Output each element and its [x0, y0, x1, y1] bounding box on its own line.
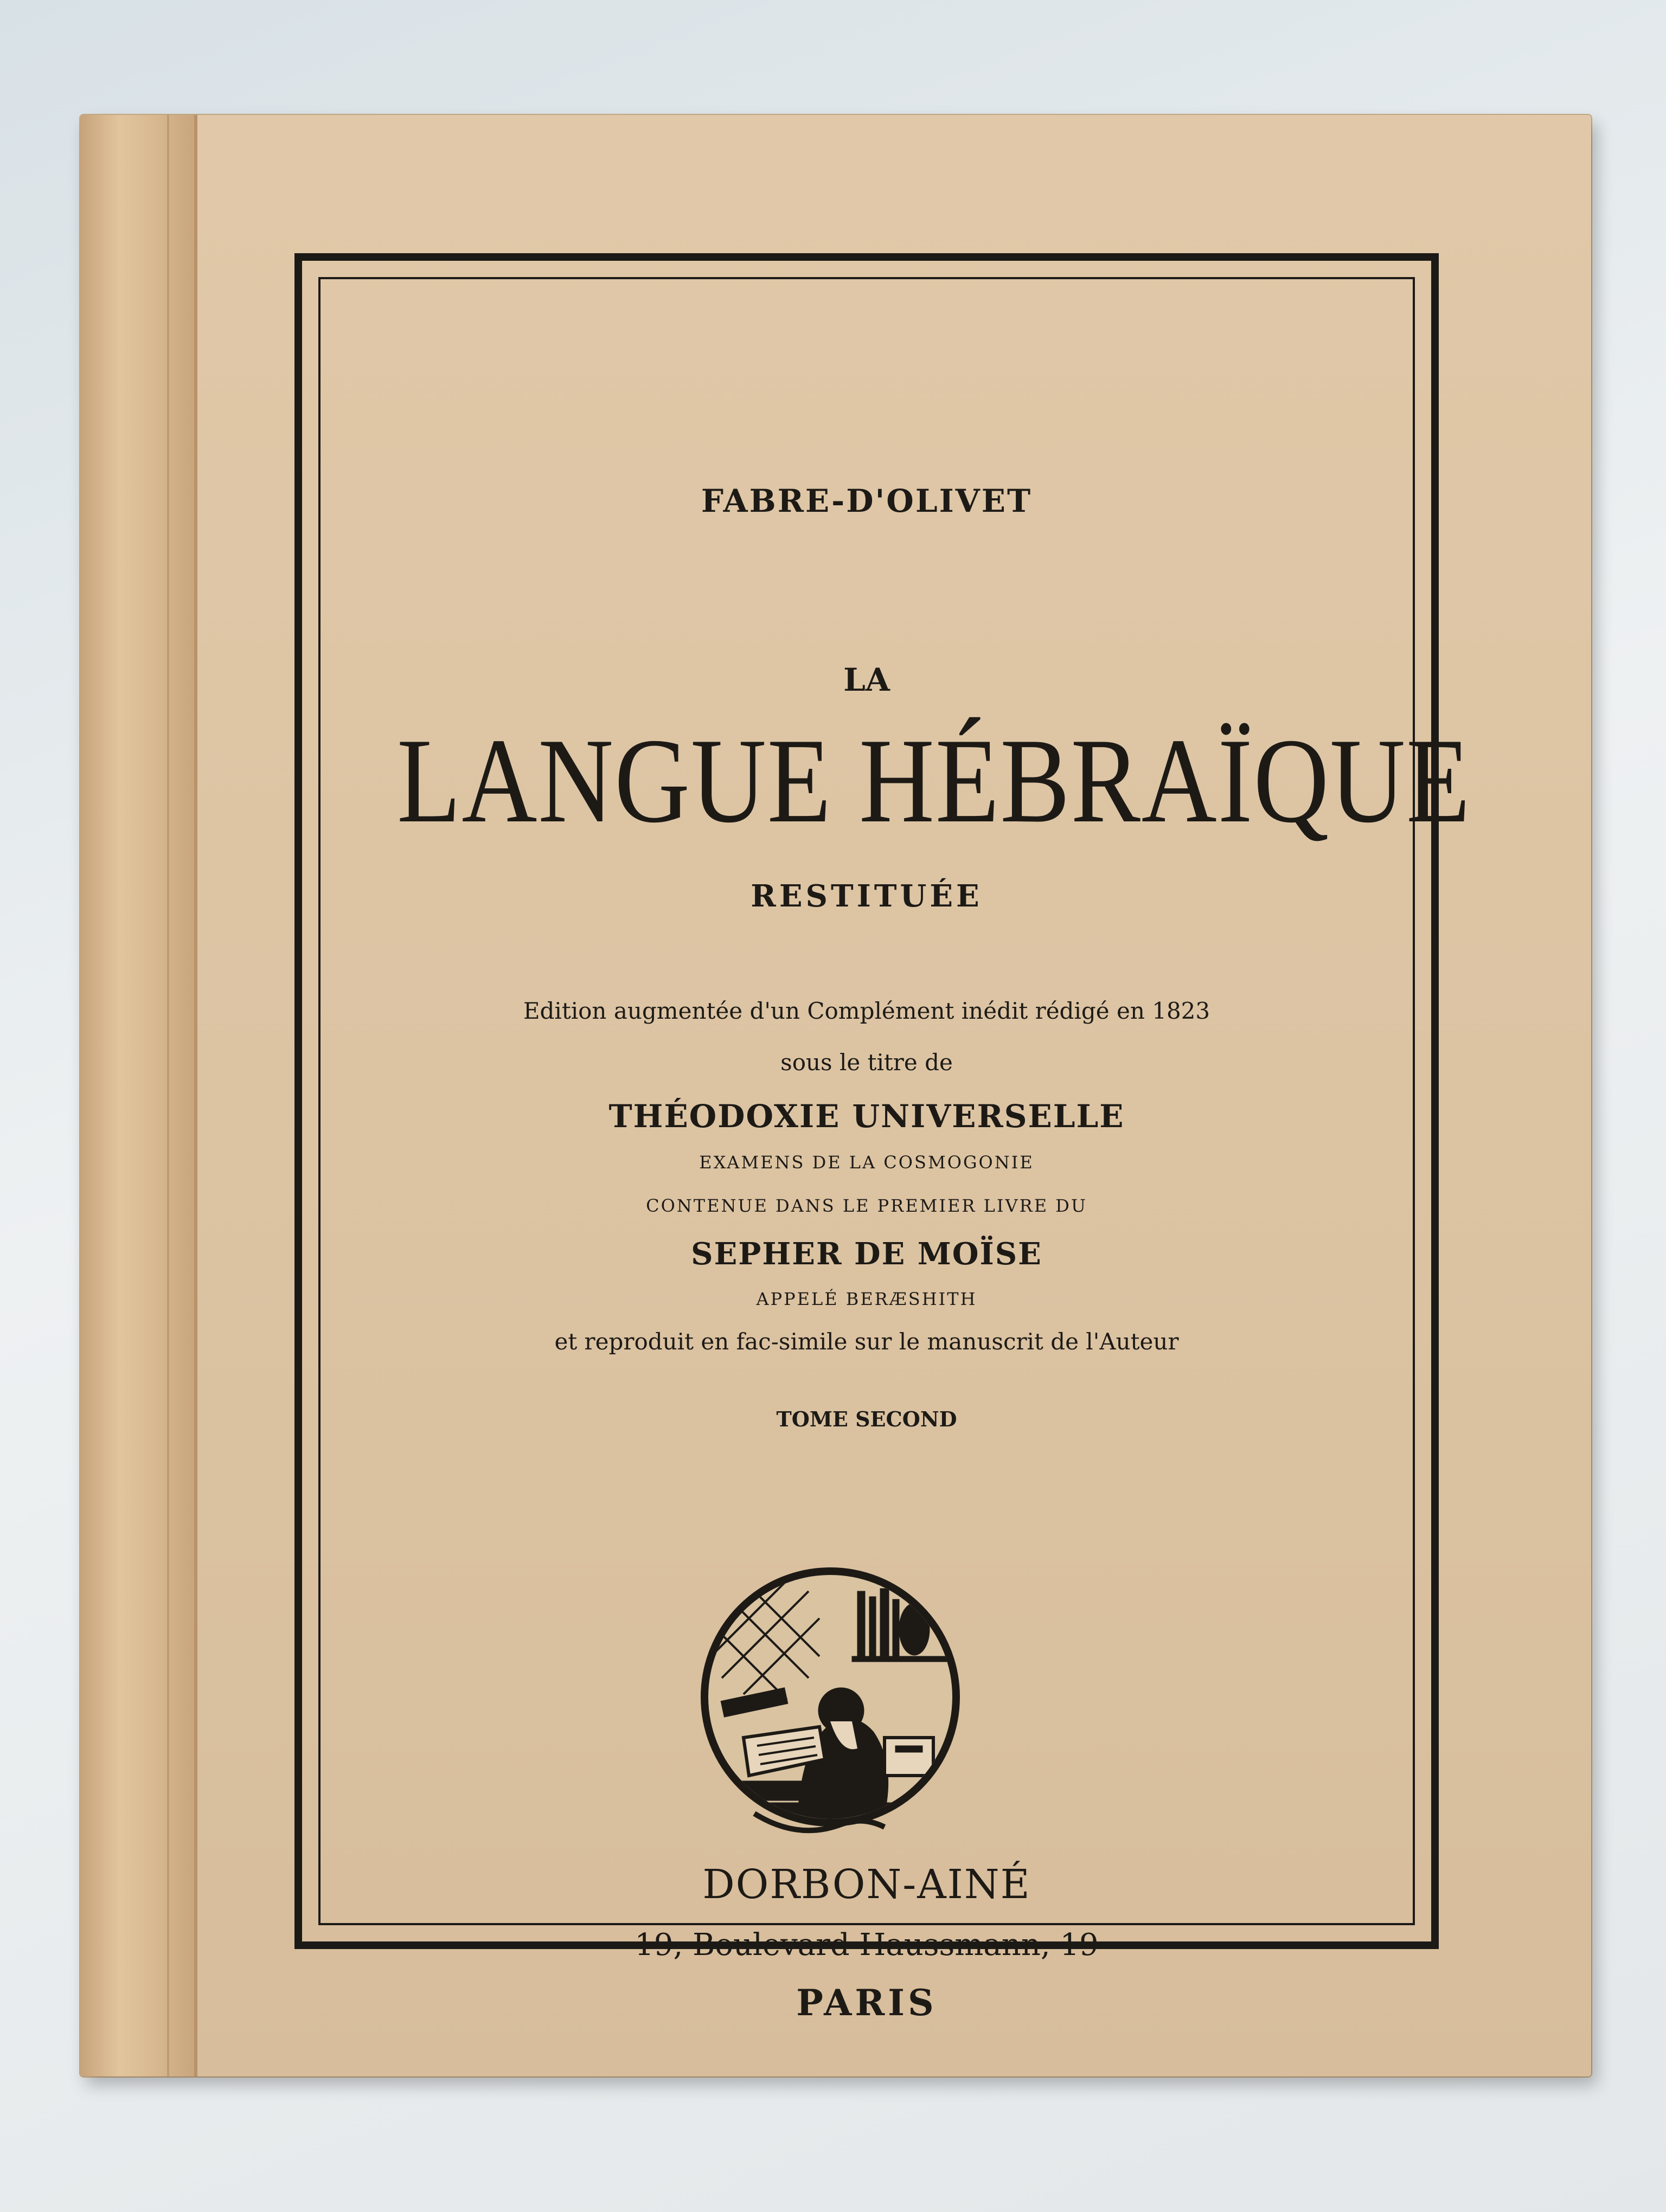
main-title: LANGUE HÉBRAÏQUE	[396, 713, 1471, 848]
sepher-title: SEPHER DE MOÏSE	[691, 1236, 1042, 1272]
scholar-engraving-medallion-icon	[678, 1559, 982, 1841]
subtitle-intro: sous le titre de	[780, 1049, 953, 1076]
description-line-1: EXAMENS DE LA COSMOGONIE	[699, 1152, 1034, 1173]
book-cover	[80, 115, 1591, 2076]
book-spine	[80, 115, 197, 2076]
publisher-name: DORBON-AINÉ	[702, 1861, 1031, 1908]
title-subtitle: RESTITUÉE	[751, 878, 983, 914]
description-line-3: APPELÉ BERÆSHITH	[756, 1289, 977, 1309]
volume-label: TOME SECOND	[776, 1407, 957, 1431]
title-article: LA	[843, 661, 890, 698]
description-line-2: CONTENUE DANS LE PREMIER LIVRE DU	[646, 1195, 1087, 1216]
publisher-city: PARIS	[796, 1982, 937, 2024]
facsimile-note: et reproduit en fac-simile sur le manuscrit de l'Auteur	[554, 1328, 1179, 1355]
spine-hinge-line	[167, 115, 169, 2076]
cover-border-inner	[318, 277, 1471, 2024]
author-name: FABRE-D'OLIVET	[701, 483, 1033, 519]
publisher-address: 19, Boulevard Haussmann, 19	[635, 1927, 1099, 1963]
cover-border-outer	[294, 253, 1471, 2024]
secondary-title: THÉODOXIE UNIVERSELLE	[608, 1098, 1125, 1135]
edition-note: Edition augmentée d'un Complément inédit rédigé en 1823	[523, 998, 1210, 1024]
